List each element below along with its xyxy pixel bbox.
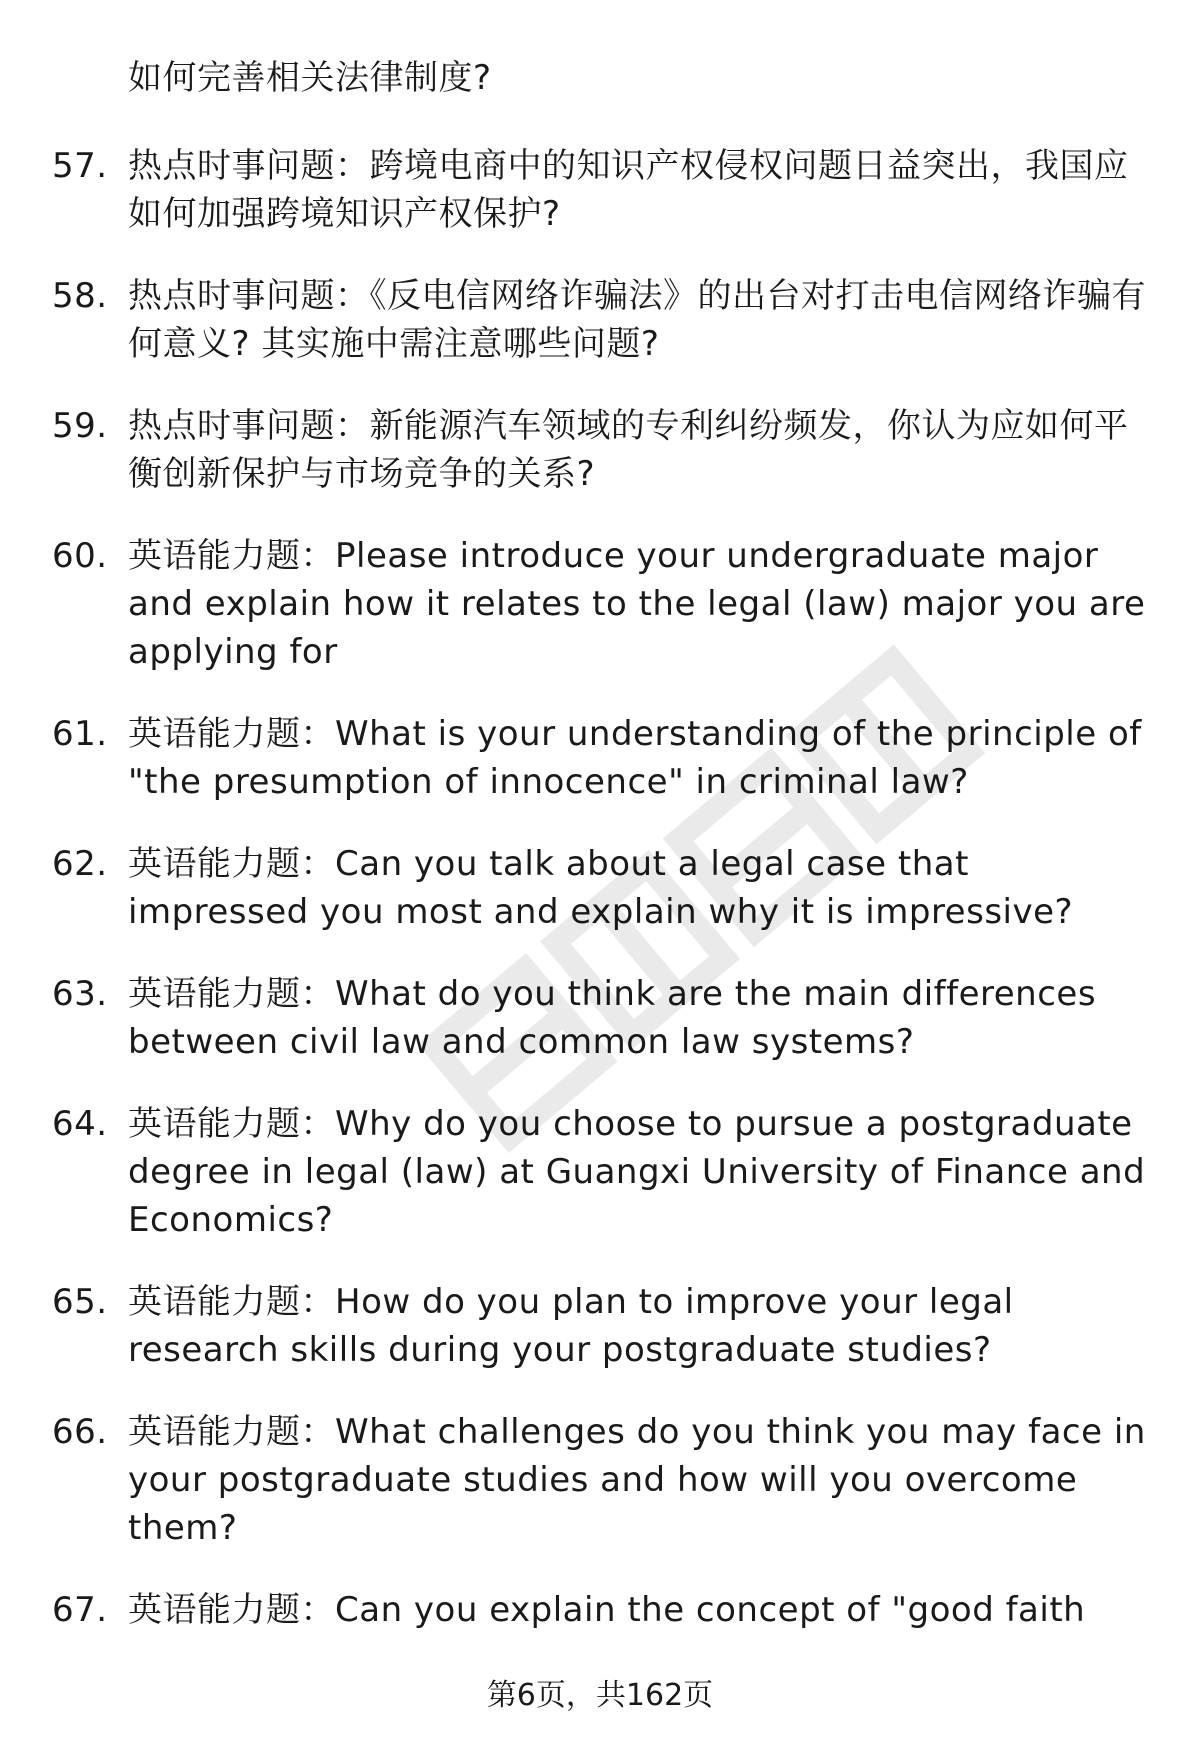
question-item-57 — [0, 142, 1200, 238]
question-text: 热点时事问题：新能源汽车领域的专利纠纷频发，你认为应如何平衡创新保护与市场竞争的关系? — [128, 406, 1129, 494]
question-item-67 — [0, 1586, 1200, 1634]
question-item-65 — [0, 1278, 1200, 1374]
question-text: 英语能力题：How do you plan to improve your legal research skills during your postgraduate studies? — [128, 1282, 1014, 1370]
question-item-60 — [0, 532, 1200, 676]
question-item-64 — [0, 1100, 1200, 1244]
question-item-63 — [0, 970, 1200, 1066]
question-text: 英语能力题：Please introduce your undergraduate major and explain how it relates to the legal (law) major you are applying for — [128, 536, 1146, 672]
question-item-62 — [0, 840, 1200, 936]
question-item-61 — [0, 710, 1200, 806]
question-number: 63. — [52, 974, 108, 1014]
question-number: 64. — [52, 1104, 108, 1144]
question-text: 热点时事问题：《反电信网络诈骗法》的出台对打击电信网络诈骗有何意义? 其实施中需注意哪些问题? — [128, 276, 1146, 364]
question-text: 英语能力题：What do you think are the main differences between civil law and common law systems? — [128, 974, 1097, 1062]
question-number: 59. — [52, 406, 108, 446]
question-number: 58. — [52, 276, 108, 316]
page-footer: 第6页，共162页 — [486, 1678, 714, 1713]
question-number: 61. — [52, 714, 108, 754]
question-text: 英语能力题：Can you talk about a legal case that impressed you most and explain why it is impressive? — [128, 844, 1074, 932]
question-item-59 — [0, 402, 1200, 498]
question-number: 60. — [52, 536, 108, 576]
question-list — [0, 142, 1200, 1668]
question-text: 英语能力题：What challenges do you think you may face in your postgraduate studies and how will you overcome them? — [128, 1412, 1146, 1548]
question-text: 英语能力题：Why do you choose to pursue a postgraduate degree in legal (law) at Guangxi University of Finance and Economics? — [128, 1104, 1146, 1240]
question-number: 57. — [52, 146, 108, 186]
question-item-66 — [0, 1408, 1200, 1552]
question-number: 66. — [52, 1412, 108, 1452]
question-number: 65. — [52, 1282, 108, 1322]
continuation-text: 如何完善相关法律制度? — [128, 58, 492, 98]
question-text: 英语能力题：Can you explain the concept of "good faith — [128, 1590, 1086, 1630]
question-number: 67. — [52, 1590, 108, 1630]
question-item-58 — [0, 272, 1200, 368]
question-number: 62. — [52, 844, 108, 884]
question-text: 热点时事问题：跨境电商中的知识产权侵权问题日益突出，我国应如何加强跨境知识产权保护? — [128, 146, 1129, 234]
question-text: 英语能力题：What is your understanding of the principle of "the presumption of innocence" in criminal law? — [128, 714, 1142, 802]
